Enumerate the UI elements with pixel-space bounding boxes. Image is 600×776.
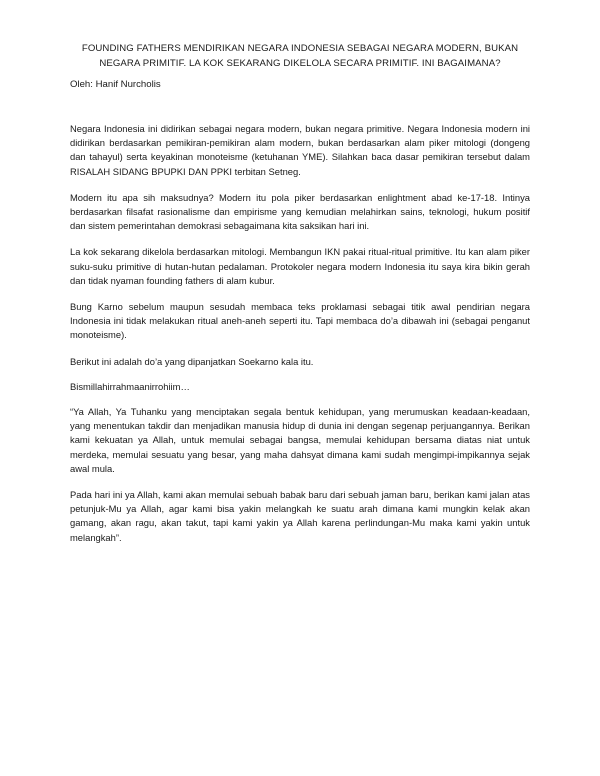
paragraph: Bung Karno sebelum maupun sesudah membaca teks proklamasi sebagai titik awal pendirian negara Indonesia ini tidak melakukan ritual aneh-aneh seperti itu. Tapi membaca do’a dibawah ini (sebagai penganut monoteisme). <box>70 301 530 341</box>
paragraph: Modern itu apa sih maksudnya? Modern itu pola piker berdasarkan enlightment abad ke-17-18. Intinya berdasarkan filsafat rasionalisme dan empirisme yang kemudian melahirkan sains, teknologi, hukum positif dan sistem pemerintahan demokrasi sebagaimana kita saksikan hari ini. <box>70 191 530 232</box>
document-title: FOUNDING FATHERS MENDIRIKAN NEGARA INDONESIA SEBAGAI NEGARA MODERN, BUKAN NEGARA PRIMITIF. LA KOK SEKARANG DIKELOLA SECARA PRIMITIF. INI BAGAIMANA? <box>81 43 519 69</box>
paragraph: Bismillahirrahmaanirrohiim… <box>70 380 190 392</box>
paragraph: Pada hari ini ya Allah, kami akan memulai sebuah babak baru dari sebuah jaman baru, berikan kami jalan atas petunjuk-Mu ya Allah, agar kami bisa yakin melangkah ke suatu arah dimana kami mungkin kelak akan gamang, akan ragu, akan takut, tapi kami yakin ya Allah karena perlindungan-Mu maka kami yakin untuk melangkah”. <box>70 489 530 543</box>
paragraph: “Ya Allah, Ya Tuhanku yang menciptakan segala bentuk kehidupan, yang merumuskan keadaan-keadaan, yang menentukan takdir dan menjadikan manusia hidup di dunia ini dengan segenap perjuangannya. Berikan kami kekuatan ya Allah, untuk memulai sebagai bangsa, memulai kehidupan bersama diatas niat untuk merdeka, memulai sesuatu yang besar, yang maha dahsyat dimana kami sudah mengimpi-impikannya sejak awal mula. <box>70 406 530 474</box>
author-line: Oleh: Hanif Nurcholis <box>70 79 161 90</box>
document-body <box>70 122 530 557</box>
paragraph: La kok sekarang dikelola berdasarkan mitologi. Membangun IKN pakai ritual-ritual primitive. Itu kan alam piker suku-suku primitive di hutan-hutan pedalaman. Protokoler negara modern Indonesia itu saya kira bikin gerah dan tidak nyaman founding fathers di alam kubur. <box>70 246 530 286</box>
paragraph: Negara Indonesia ini didirikan sebagai negara modern, bukan negara primitive. Negara Indonesia modern ini didirikan berdasarkan pemikiran-pemikiran alam modern, bukan berdasarkan alam piker mitologi (dongeng dan tahayul) serta keyakinan monoteisme (ketuhanan YME). Silahkan baca dasar pemikiran tersebut dalam RISALAH SIDANG BPUPKI DAN PPKI terbitan Setneg. <box>70 123 530 177</box>
paragraph: Berikut ini adalah do’a yang dipanjatkan Soekarno kala itu. <box>70 355 314 367</box>
